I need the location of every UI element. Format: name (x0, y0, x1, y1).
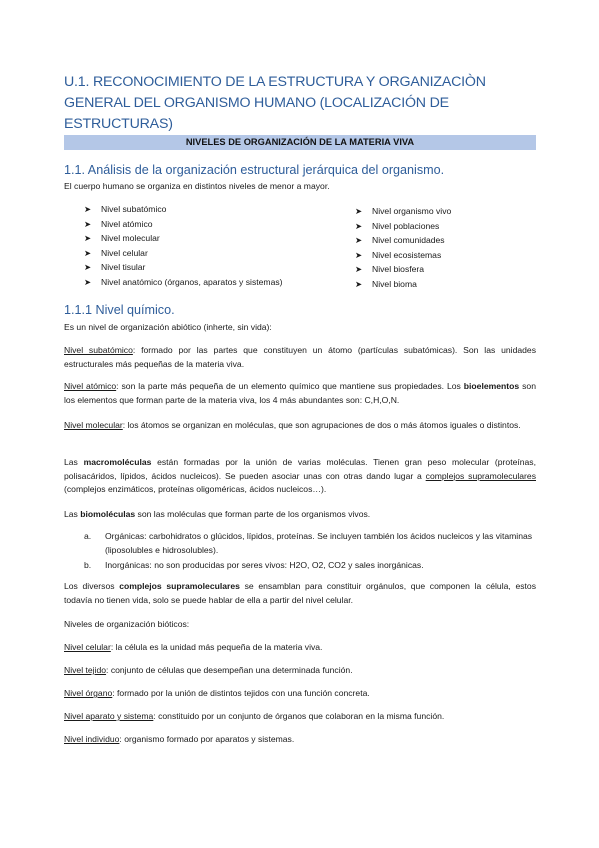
def-molecular: : los átomos se organizan en moléculas, que son agrupaciones de dos o más átomos iguales o distintos. (122, 420, 521, 430)
level-item-label: Nivel molecular (101, 233, 160, 243)
def-aparato: : constituido por un conjunto de órganos que colaboran en la misma función. (153, 711, 445, 721)
biomol-pre: Las (64, 509, 81, 519)
list-item-text: Orgánicas: carbohidratos o glúcidos, lípidos, proteínas. Se incluyen también los ácidos nucleicos y las vitaminas (liposolubles e hidrosolubles). (105, 531, 533, 555)
term-aparato: Nivel aparato y sistema (64, 711, 154, 721)
list-marker: a. (84, 531, 92, 541)
heading-quimico: 1.1.1 Nivel químico. (64, 303, 175, 317)
level-item-label: Nivel atómico (101, 218, 153, 229)
level-item-label: Nivel tisular (101, 262, 146, 272)
level-item-label: Nivel subatómico (101, 204, 167, 214)
section-bar: NIVELES DE ORGANIZACIÓN DE LA MATERIA VIVA (64, 135, 536, 150)
para-complejos (64, 580, 536, 607)
para-tejido (64, 664, 536, 678)
bold-biomoleculas: biomoléculas (80, 509, 136, 519)
list-item (64, 559, 536, 573)
para-aparato (64, 710, 536, 724)
level-item (355, 219, 451, 234)
def-subatomico: : formado por las partes que constituyen un átomo (partículas subatómicas). Son las unidades estructurales más pequeñas de la materia viva. (64, 345, 536, 369)
biomoleculas-list (64, 530, 536, 575)
term-organo: Nivel órgano (64, 688, 113, 698)
para-atomico (64, 380, 536, 407)
level-item (355, 204, 451, 219)
level-item-label: Nivel organismo vivo (372, 206, 452, 216)
macro-post: (complejos enzimáticos, proteínas oligoméricas, ácidos nucleicos…). (64, 484, 327, 495)
def-atomico: : son la parte más pequeña de un elemento químico que mantiene sus propiedades. Los (116, 381, 464, 391)
macro-text: están formadas por la unión de varias moléculas. Tienen gran peso molecular (proteínas, polisacáridos, lípidos, ácidos nucleicos). Se pueden asociar unas con otras dando lugar a (64, 457, 536, 481)
quimico-intro: Es un nivel de organización abiótico (inherte, sin vida): (64, 322, 272, 332)
level-item (84, 202, 283, 217)
macro-pre: Las (64, 457, 84, 467)
arrow-bullet-icon: ➤ (355, 220, 363, 231)
under-complejos: complejos supramoleculares (425, 470, 536, 481)
def-tejido: : conjunto de células que desempeñan una determinada función. (106, 665, 353, 675)
level-item (84, 246, 283, 261)
level-item-label: Nivel biosfera (372, 264, 425, 274)
term-subatomico: Nivel subatómico (64, 345, 133, 355)
bold-bioelementos: bioelementos (463, 381, 520, 391)
para-individuo (64, 733, 536, 747)
para-subatomico (64, 344, 536, 371)
level-item (355, 262, 451, 277)
list-item (64, 530, 536, 557)
level-item-label: Nivel ecosistemas (372, 249, 442, 260)
complejos-pre: Los diversos (64, 581, 120, 591)
arrow-bullet-icon: ➤ (84, 218, 92, 229)
arrow-bullet-icon: ➤ (84, 276, 92, 287)
level-item-label: Nivel bioma (372, 278, 417, 289)
def-celular: : la célula es la unidad más pequeña de la materia viva. (110, 642, 323, 652)
term-celular: Nivel celular (64, 642, 111, 652)
def-individuo: : organismo formado por aparatos y sistemas. (119, 734, 295, 744)
level-item (355, 277, 451, 292)
arrow-bullet-icon: ➤ (84, 233, 92, 243)
term-molecular: Nivel molecular (64, 420, 123, 430)
arrow-bullet-icon: ➤ (84, 204, 92, 214)
intro-text: El cuerpo humano se organiza en distintos niveles de menor a mayor. (64, 181, 330, 191)
para-celular (64, 641, 536, 655)
level-item (84, 217, 283, 232)
level-item-label: Nivel celular (101, 247, 148, 258)
arrow-bullet-icon: ➤ (84, 262, 92, 272)
unit-title: U.1. RECONOCIMIENTO DE LA ESTRUCTURA Y ORGANIZACIÒN GENERAL DEL ORGANISMO HUMANO (LOCALIZACIÓN DE ESTRUCTURAS) (64, 74, 486, 132)
list-item-text: Inorgánicas: no son producidas por seres vivos: H2O, O2, CO2 y sales inorgánicas. (105, 560, 424, 571)
level-item-label: Nivel comunidades (372, 235, 445, 245)
level-item (84, 275, 283, 290)
levels-list-left (84, 202, 283, 289)
level-item-label: Nivel anatómico (órganos, aparatos y sistemas) (101, 276, 283, 287)
levels-list-right (355, 204, 451, 291)
term-tejido: Nivel tejido (64, 665, 107, 675)
term-individuo: Nivel individuo (64, 734, 120, 744)
bold-complejos: complejos supramoleculares (119, 581, 240, 591)
arrow-bullet-icon: ➤ (355, 206, 363, 216)
bold-macromoleculas: macromoléculas (83, 457, 152, 467)
arrow-bullet-icon: ➤ (84, 247, 92, 258)
level-item (355, 248, 451, 263)
arrow-bullet-icon: ➤ (355, 264, 363, 274)
biomol-text: son las moléculas que forman parte de los organismos vivos. (135, 509, 371, 519)
para-macromoleculas (64, 456, 536, 497)
term-atomico: Nivel atómico (64, 381, 117, 391)
arrow-bullet-icon: ➤ (355, 278, 363, 289)
bioticos-heading: Niveles de organización bióticos: (64, 619, 190, 629)
arrow-bullet-icon: ➤ (355, 235, 363, 245)
level-item (84, 231, 283, 246)
heading-analisis: 1.1. Análisis de la organización estructural jerárquica del organismo. (64, 163, 445, 177)
level-item (355, 233, 451, 248)
para-organo (64, 687, 536, 701)
def-organo: : formado por la unión de distintos tejidos con una función concreta. (112, 688, 370, 698)
list-marker: b. (84, 560, 92, 571)
complejos-text: se ensamblan para constituir orgánulos, que componen la célula, estos todavía no tienen vida, solo se puede hablar de ella a partir del nivel celular. (64, 581, 536, 605)
para-molecular (64, 419, 536, 433)
para-biomoleculas (64, 508, 536, 522)
def-atomico-2: son los elementos que forman parte de la materia viva, los 4 más abundantes son: C,H,O,N. (64, 381, 536, 405)
arrow-bullet-icon: ➤ (355, 249, 363, 260)
level-item (84, 260, 283, 275)
level-item-label: Nivel poblaciones (372, 220, 440, 231)
